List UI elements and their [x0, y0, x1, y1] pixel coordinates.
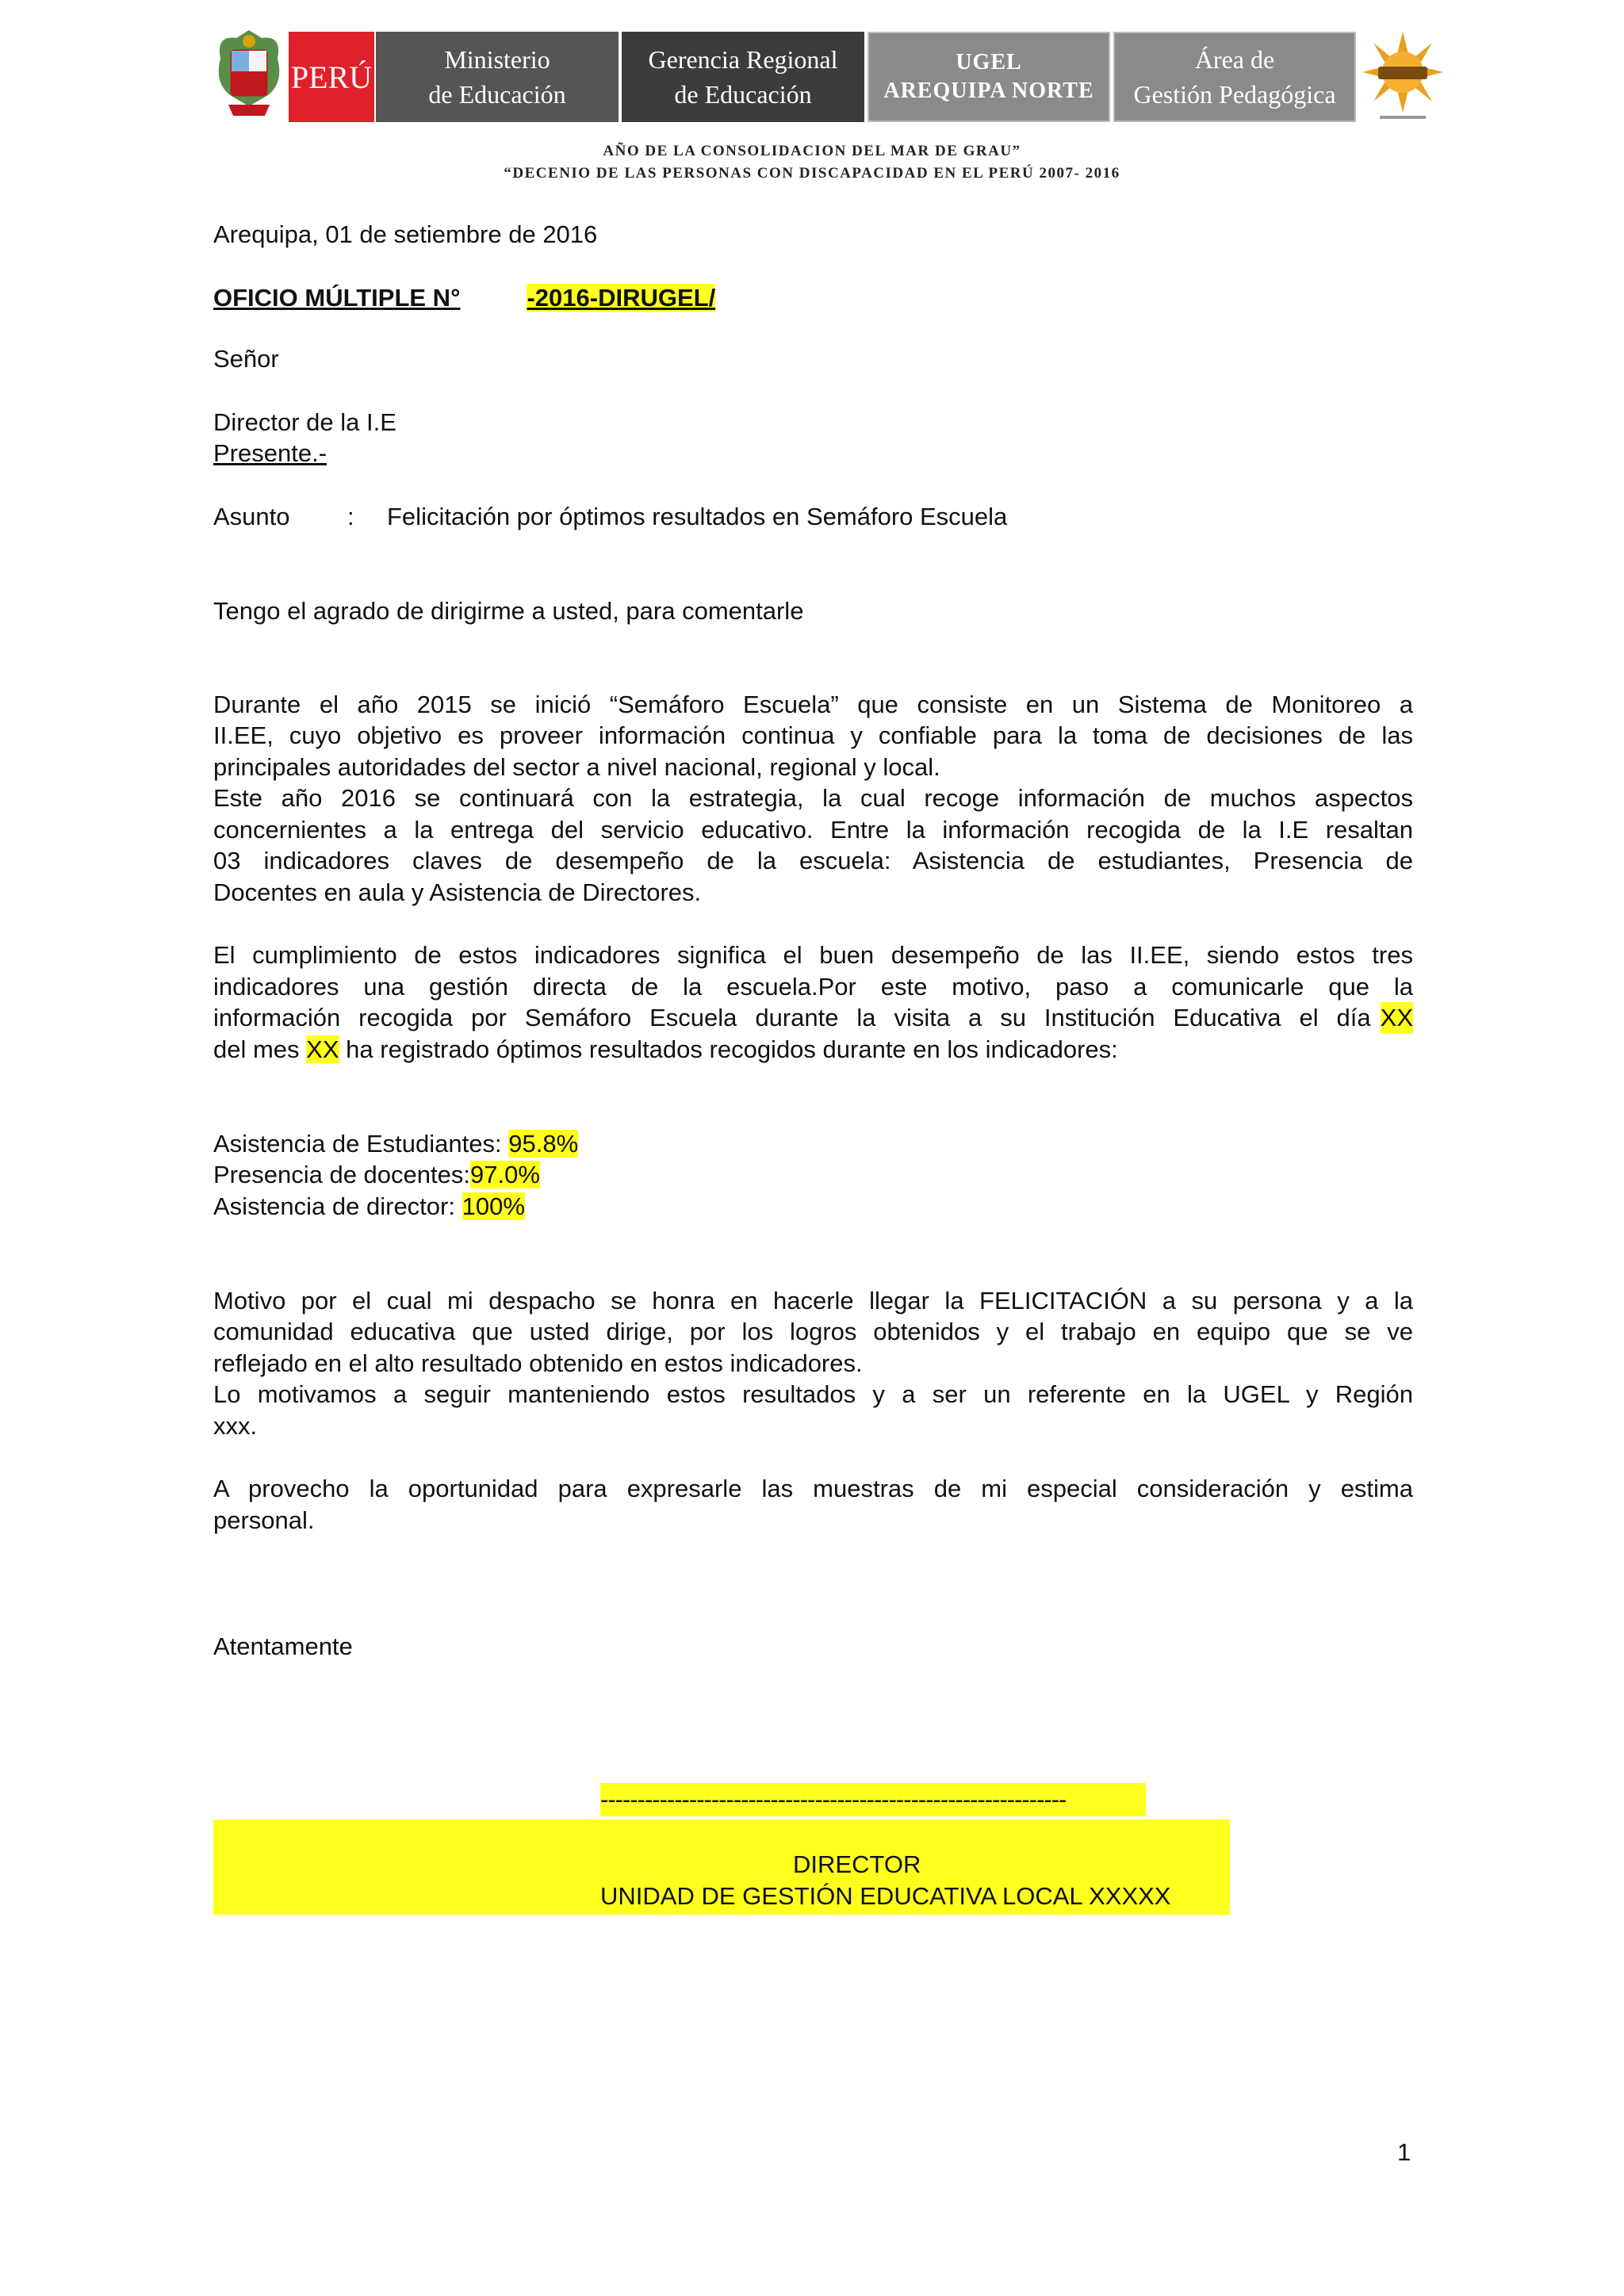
place-date: Arequipa, 01 de setiembre de 2016 — [213, 220, 598, 248]
gerencia-line2: de Educación — [674, 80, 812, 109]
asunto-colon: : — [347, 503, 354, 530]
p1-line4: Este año 2016 se continuará con la estrategia, la cual recoge información de muchos aspectos — [213, 784, 1413, 812]
p2-line4b: ha registrado óptimos resultados recogidos durante en los indicadores: — [346, 1035, 1118, 1063]
closing: Atentamente — [213, 1632, 353, 1660]
area-box — [1113, 32, 1356, 122]
indicator-row — [213, 1128, 578, 1159]
p1-line2: II.EE, cuyo objetivo es proveer información continua y confiable para la toma de decisiones de las — [213, 721, 1413, 749]
p2-line3-row — [213, 1002, 1413, 1034]
ministerio-line1: Ministerio — [444, 45, 550, 74]
salutation: Señor — [213, 345, 279, 373]
area-line2: Gestión Pedagógica — [1133, 80, 1336, 109]
indicator-value: 100% — [462, 1192, 525, 1220]
indicator-value: 95.8% — [508, 1130, 579, 1158]
indicator-label: Asistencia de Estudiantes: — [213, 1130, 502, 1158]
p2-line4a: del mes — [213, 1035, 300, 1063]
indicator-row — [213, 1159, 540, 1190]
ministerio-line2: de Educación — [428, 80, 566, 109]
presente: Presente.- — [213, 439, 327, 467]
p1-line6: 03 indicadores claves de desempeño de la escuela: Asistencia de estudiantes, Presencia de — [213, 847, 1413, 874]
page-number: 1 — [1397, 2138, 1411, 2166]
signature-line: --------------------------------------------------------------- — [600, 1785, 1067, 1813]
oficio-heading — [213, 282, 715, 313]
p3-line2: comunidad educativa que usted dirige, por los logros obtenidos y el trabajo en equipo que se ve — [213, 1318, 1413, 1345]
ugel-box — [868, 32, 1110, 122]
motto-line2: “DECENIO DE LAS PERSONAS CON DISCAPACIDAD EN EL PERÚ 2007- 2016 — [504, 165, 1120, 182]
indicator-label: Asistencia de director: — [213, 1192, 455, 1220]
ugel-line1: UGEL — [956, 50, 1022, 75]
p4-line2: personal. — [213, 1506, 315, 1534]
peru-text: PERÚ — [290, 59, 373, 95]
p2-mes: XX — [306, 1035, 339, 1063]
ministerio-box — [376, 32, 619, 122]
indicator-row — [213, 1191, 525, 1222]
p2-dia: XX — [1381, 1002, 1413, 1034]
ugel-line2: AREQUIPA NORTE — [883, 78, 1094, 103]
gerencia-line1: Gerencia Regional — [648, 45, 838, 74]
motto-line1: AÑO DE LA CONSOLIDACION DEL MAR DE GRAU” — [603, 143, 1021, 159]
signer-unit: UNIDAD DE GESTIÓN EDUCATIVA LOCAL XXXXX — [600, 1882, 1171, 1910]
p1-line3: principales autoridades del sector a nivel nacional, regional y local. — [213, 753, 940, 781]
recipient: Director de la I.E — [213, 408, 396, 436]
peru-label — [289, 32, 374, 122]
peru-coat-of-arms-icon — [213, 27, 285, 122]
p1-line5: concernientes a la entrega del servicio educativo. Entre la información recogida de la I.E resaltan — [213, 816, 1413, 844]
p1-line1: Durante el año 2015 se inició “Semáforo Escuela” que consiste en un Sistema de Monitoreo a — [213, 691, 1413, 718]
p1-line7: Docentes en aula y Asistencia de Directores. — [213, 878, 702, 906]
intro: Tengo el agrado de dirigirme a usted, para comentarle — [213, 597, 804, 625]
p2-line4 — [213, 1034, 1118, 1065]
p3-line4: Lo motivamos a seguir manteniendo estos resultados y a ser un referente en la UGEL y Región — [213, 1380, 1413, 1408]
area-line1: Área de — [1194, 45, 1275, 74]
p2-line1: El cumplimiento de estos indicadores significa el buen desempeño de las II.EE, siendo estos tres — [213, 941, 1413, 969]
ugel-sun-logo-icon — [1361, 30, 1445, 125]
asunto-label: Asunto — [213, 503, 290, 530]
p3-line5: xxx. — [213, 1412, 258, 1440]
p2-line2: indicadores una gestión directa de la escuela.Por este motivo, paso a comunicarle que la — [213, 973, 1413, 1001]
p4-line1: A provecho la oportunidad para expresarle las muestras de mi especial consideración y estima — [213, 1475, 1413, 1502]
indicator-label: Presencia de docentes: — [213, 1161, 470, 1188]
signer-title: DIRECTOR — [793, 1850, 921, 1878]
p3-line3: reflejado en el alto resultado obtenido en estos indicadores. — [213, 1349, 863, 1377]
oficio-number: -2016-DIRUGEL/ — [527, 284, 716, 312]
indicator-value: 97.0% — [470, 1161, 540, 1188]
p2-line3: información recogida por Semáforo Escuela durante la visita a su Institución Educativa el día — [213, 1004, 1371, 1031]
gerencia-box — [622, 32, 864, 122]
asunto-text: Felicitación por óptimos resultados en Semáforo Escuela — [387, 503, 1008, 530]
oficio-label: OFICIO MÚLTIPLE N° — [213, 284, 461, 312]
p3-line1: Motivo por el cual mi despacho se honra en hacerle llegar la FELICITACIÓN a su persona y a la — [213, 1287, 1413, 1314]
